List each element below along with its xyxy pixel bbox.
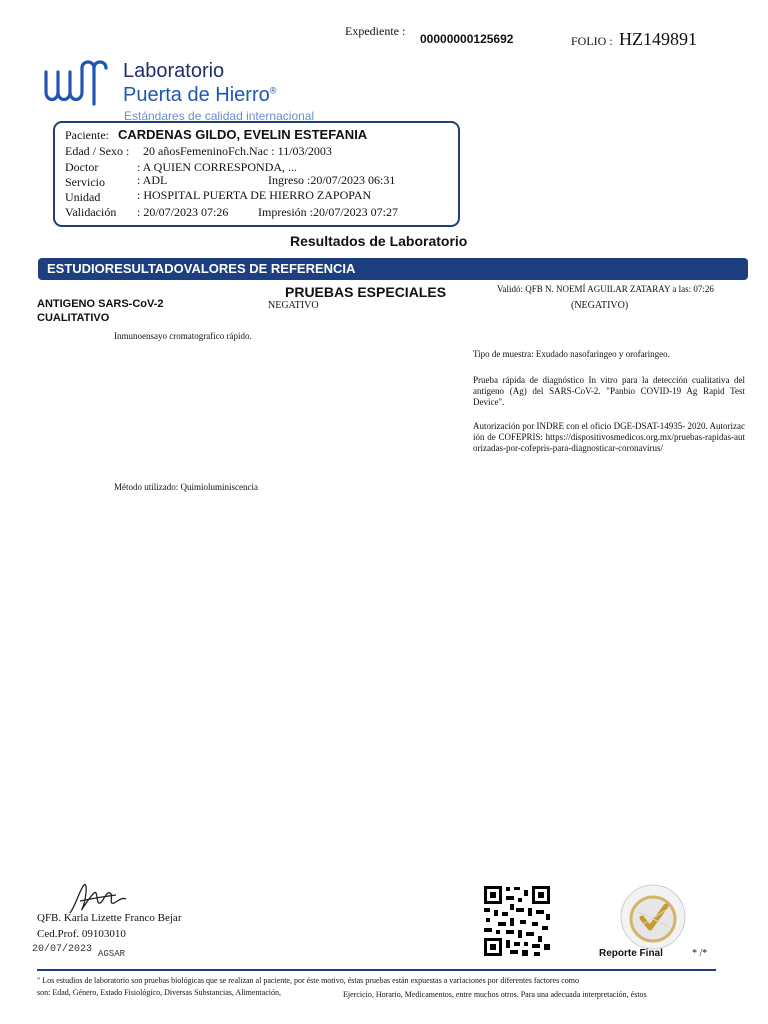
folio-label: FOLIO : — [571, 34, 613, 48]
doctor-value: : A QUIEN CORRESPONDA, ... — [137, 160, 298, 174]
test-name-continued: CUALITATIVO — [37, 312, 110, 324]
print-datetime: Impresión :20/07/2023 07:27 — [258, 205, 398, 219]
section-title: PRUEBAS ESPECIALES — [285, 284, 447, 300]
lab-waves-logo-icon — [42, 58, 116, 113]
method-description: Inmunoensayo cromatografico rápido. — [114, 331, 252, 341]
signature-code: AGSAR — [98, 949, 126, 959]
age-sex-label: Edad / Sexo : — [65, 144, 130, 158]
disclaimer-line2: son: Edad, Género, Estado Fisiológico, Diversas Substancias, Alimentación, — [37, 988, 281, 997]
disclaimer-line3: Ejercicio, Horario, Medicamentos, entre muchos otros. Para una adecuada interpretación, éstos — [343, 990, 647, 999]
brand-line2 — [123, 84, 276, 107]
final-report-label: Reporte Final — [599, 948, 663, 959]
validated-by: Validó: QFB N. NOEMÍ AGUILAR ZATARAY a las: 07:26 — [497, 284, 714, 294]
signature-date: 20/07/2023 — [32, 944, 93, 955]
unit-value: : HOSPITAL PUERTA DE HIERRO ZAPOPAN — [137, 188, 372, 202]
patient-name: CARDENAS GILDO, EVELIN ESTEFANIA — [118, 127, 368, 142]
page-indicator: * /* — [692, 948, 708, 959]
expediente-value: 00000000125692 — [420, 32, 514, 46]
expediente-label: Expediente : — [345, 24, 406, 38]
signer-name: QFB. Karla Lizette Franco Bejar — [37, 912, 182, 924]
authorization-note: Autorización por INDRE con el oficio DGE-DSAT-14935- 2020. Autorización de COFEPRIS: https://dispositivosmedicos.org.mx/pruebas-rapidas-autorizadas-por-cofepris-para-diagnosticar-coronavirus/ — [473, 421, 745, 453]
validation-label: Validación — [65, 205, 117, 219]
patient-label: Paciente: — [65, 128, 109, 142]
brand-name: Puerta de Hierro — [123, 84, 270, 106]
qr-code-icon — [482, 884, 552, 958]
footer-divider — [37, 969, 716, 971]
table-header-text: ESTUDIORESULTADOVALORES DE REFERENCIA — [47, 261, 356, 276]
quality-seal-icon — [618, 882, 688, 952]
test-name: ANTIGENO SARS-CoV-2 — [37, 298, 164, 310]
reference-value: (NEGATIVO) — [571, 300, 629, 311]
folio-value: HZ149891 — [619, 29, 697, 49]
signer-license: Ced.Prof. 09103010 — [37, 928, 126, 940]
method-used: Método utilizado: Quimioluminiscencia — [114, 482, 258, 492]
validation-value: : 20/07/2023 07:26 — [137, 205, 229, 219]
disclaimer-line1: " Los estudios de laboratorio son pruebas biológicas que se realizan al paciente, por éste motivo, éstas pruebas están expuestas a variaciones por diferentes factores como — [37, 976, 579, 985]
brand-line1: Laboratorio — [123, 60, 225, 82]
doctor-label: Doctor — [65, 160, 99, 174]
brand-tagline: Estándares de calidad internacional — [124, 109, 315, 123]
admission-datetime: Ingreso :20/07/2023 06:31 — [268, 173, 396, 187]
sample-type-note: Tipo de muestra: Exudado nasofaringeo y orofaringeo. — [473, 349, 670, 359]
test-result: NEGATIVO — [268, 300, 319, 311]
results-title: Resultados de Laboratorio — [290, 233, 468, 249]
unit-label: Unidad — [65, 190, 101, 204]
results-table-header — [38, 258, 748, 280]
age-sex-value: 20 añosFemeninoFch.Nac : 11/03/2003 — [143, 144, 332, 158]
registered-mark: ® — [269, 85, 277, 96]
test-description-note: Prueba rápida de diagnóstico In vitro para la detección cualitativa del antígeno (Ag) del SARS-CoV-2. "Panbio COVID-19 Ag Rapid Test Device". — [473, 375, 745, 407]
service-value: : ADL — [137, 173, 168, 187]
service-label: Servicio — [65, 175, 105, 189]
